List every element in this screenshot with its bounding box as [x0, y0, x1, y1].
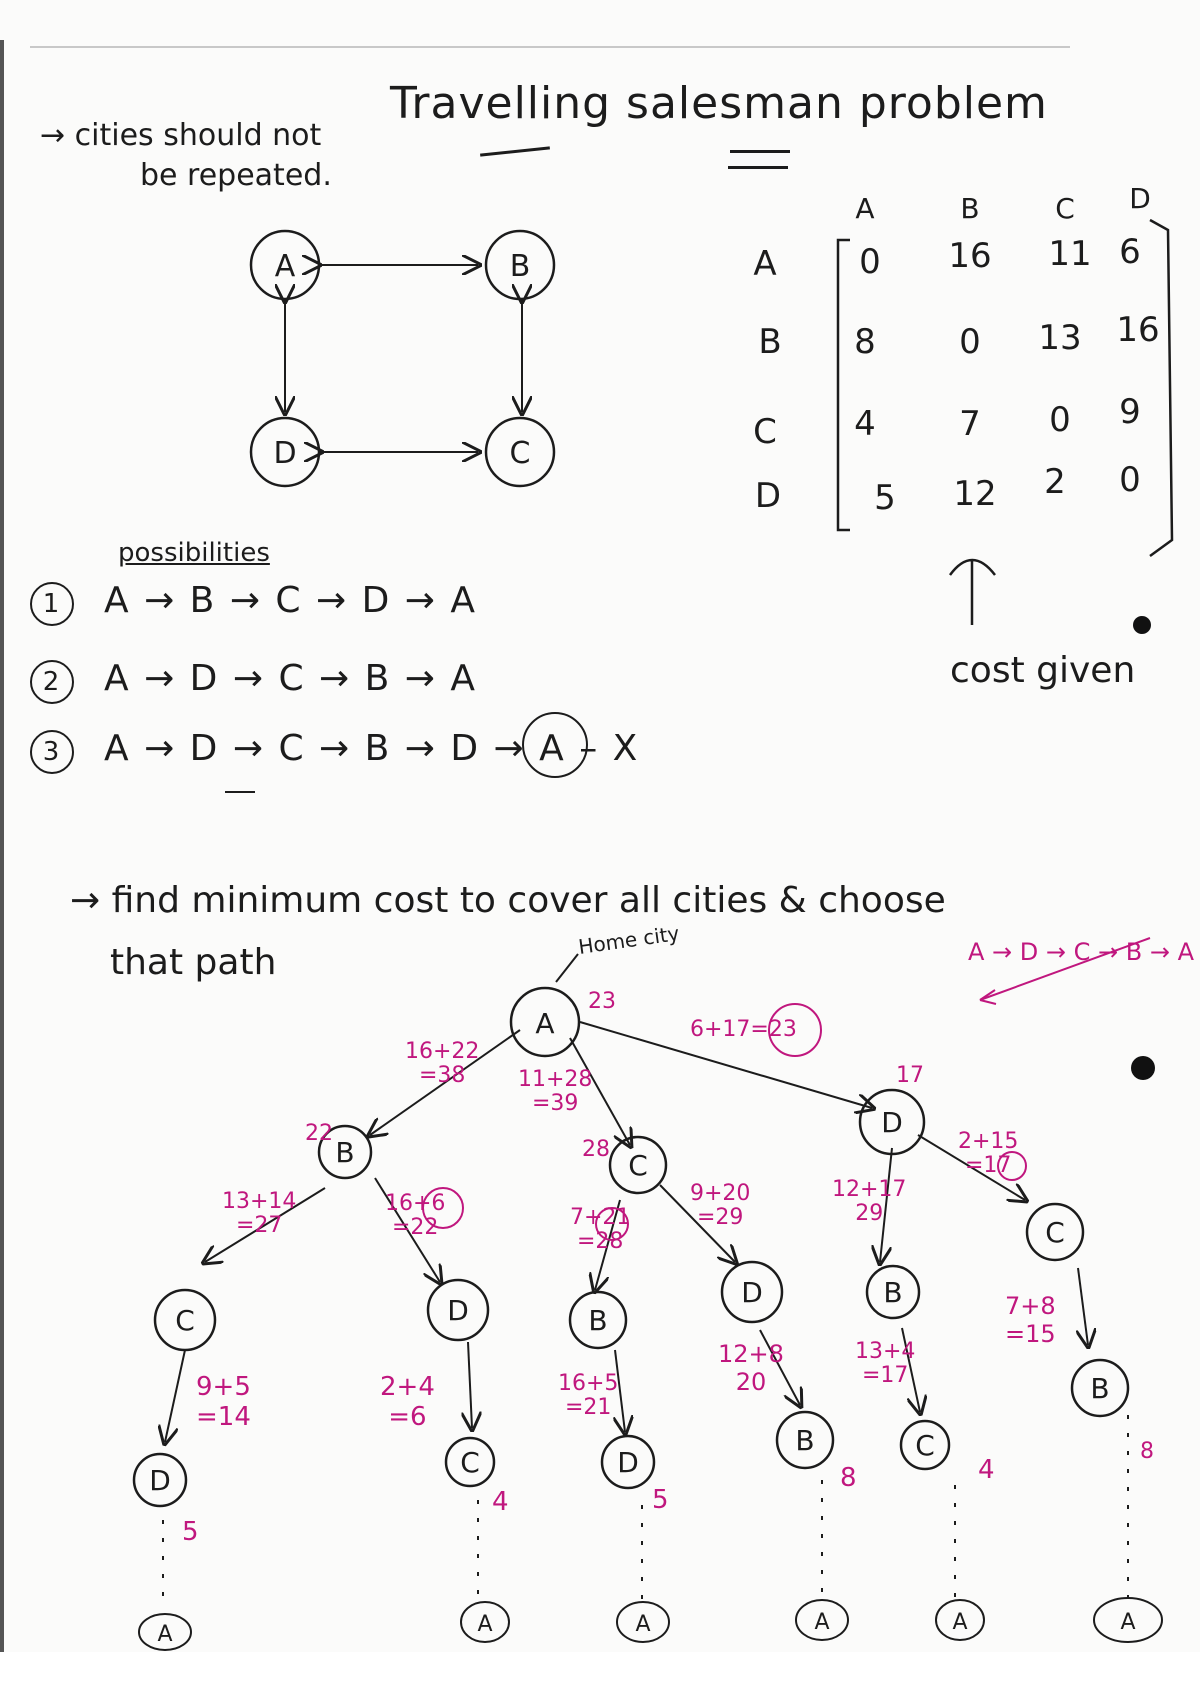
svg-text:B: B — [795, 1424, 815, 1457]
matrix-cell: 13 — [1038, 318, 1082, 358]
page-title: Travelling salesman problem — [390, 78, 1048, 129]
matrix-row-label: C — [753, 412, 777, 452]
svg-text:A: A — [157, 1622, 173, 1647]
edge-cost: 2+4 =6 — [380, 1372, 435, 1432]
edge-cost: 9+5 =14 — [196, 1372, 251, 1432]
matrix-cell: 4 — [854, 404, 876, 444]
edge-cost: 9+20 =29 — [690, 1181, 751, 1230]
hole-punch-dot — [1133, 616, 1151, 634]
edge-cost: 7+8 =15 — [1005, 1292, 1056, 1348]
matrix-col-header: A — [855, 192, 875, 225]
edge-cost: 16+5 =21 — [558, 1371, 619, 1420]
node-cost: 4 — [978, 1455, 995, 1485]
note-line: be repeated. — [140, 158, 332, 193]
matrix-col-header: B — [960, 192, 980, 225]
matrix-cell: 16 — [948, 236, 992, 276]
edge-cost: 6+17=23 — [690, 1017, 797, 1042]
edge-cost: 16+6 =22 — [385, 1191, 446, 1240]
edge-cost: 16+22 =38 — [405, 1039, 480, 1088]
matrix-cell: 12 — [953, 474, 997, 514]
node-cost: 28 — [582, 1137, 610, 1162]
home-city-label: Home city — [576, 921, 681, 959]
edge-cost: 13+4 =17 — [855, 1339, 916, 1388]
edge-cost: 2+15 =17 — [958, 1129, 1019, 1178]
svg-text:A: A — [952, 1610, 968, 1635]
possibility-number: 2 — [30, 660, 74, 704]
svg-text:D: D — [741, 1276, 763, 1309]
note-line: → cities should not — [40, 118, 322, 153]
svg-text:C: C — [175, 1304, 195, 1337]
matrix-col-header: D — [1129, 182, 1151, 215]
edge-cost: 12+17 29 — [832, 1177, 907, 1226]
page-bottom-margin — [0, 1652, 1200, 1696]
graph-node-label: C — [509, 436, 531, 471]
svg-text:B: B — [335, 1136, 355, 1169]
svg-text:B: B — [1090, 1372, 1110, 1405]
graph-node-label: A — [274, 249, 296, 284]
svg-text:B: B — [588, 1304, 608, 1337]
svg-text:C: C — [628, 1149, 648, 1182]
possibility-item — [30, 658, 477, 704]
graph-node-label: B — [509, 249, 531, 284]
possibility-item — [30, 580, 477, 626]
find-instruction: that path — [110, 942, 277, 983]
node-cost: 23 — [588, 989, 616, 1014]
matrix-cell: 16 — [1116, 310, 1160, 350]
svg-text:A: A — [814, 1610, 830, 1635]
svg-text:A: A — [535, 1007, 555, 1040]
possibility-path: A → D → C → B → A — [104, 658, 478, 699]
matrix-row-label: D — [754, 476, 782, 516]
find-instruction: → find minimum cost to cover all cities & choose — [70, 880, 946, 921]
matrix-cell: 2 — [1044, 462, 1066, 502]
possibility-path: A → B → C → D → A — [104, 580, 478, 621]
matrix-bracket-left — [838, 240, 850, 530]
matrix-cell: 5 — [874, 478, 896, 518]
matrix-cell: 11 — [1048, 234, 1092, 274]
edge-cost: 12+8 20 — [718, 1340, 784, 1396]
possibilities-heading: possibilities — [118, 538, 270, 568]
svg-text:C: C — [460, 1446, 480, 1479]
possibility-path: A → D → C → B → D → A – X — [104, 728, 640, 769]
node-cost: 5 — [182, 1517, 199, 1547]
svg-text:A: A — [477, 1612, 493, 1637]
node-cost: 8 — [1140, 1439, 1154, 1464]
node-cost: 22 — [305, 1121, 333, 1146]
matrix-cell: 6 — [1119, 232, 1141, 272]
svg-text:A: A — [635, 1612, 651, 1637]
matrix-cell: 9 — [1119, 392, 1141, 432]
node-cost: 4 — [492, 1487, 509, 1517]
matrix-col-header: C — [1055, 192, 1075, 225]
edge-cost: 13+14 =27 — [222, 1189, 297, 1238]
hole-punch-dot — [1131, 1056, 1155, 1080]
node-cost: 5 — [652, 1485, 669, 1515]
svg-text:D: D — [447, 1294, 469, 1327]
matrix-cell: 7 — [959, 404, 981, 444]
matrix-cell: 0 — [959, 322, 981, 362]
matrix-row-label: B — [758, 322, 782, 362]
chosen-path: A → D → C → B → A — [968, 938, 1195, 966]
possibility-number: 1 — [30, 582, 74, 626]
matrix-cell: 0 — [1049, 400, 1071, 440]
svg-text:A: A — [1120, 1610, 1136, 1635]
matrix-cell: 0 — [859, 242, 881, 282]
svg-text:C: C — [1045, 1216, 1065, 1249]
svg-text:D: D — [881, 1106, 903, 1139]
node-cost: 8 — [840, 1463, 857, 1493]
edge-cost: 11+28 =39 — [518, 1067, 593, 1116]
cost-arrow — [950, 560, 995, 625]
matrix-cell: 8 — [854, 322, 876, 362]
graph-node-label: D — [273, 436, 297, 471]
matrix-cell: 0 — [1119, 460, 1141, 500]
svg-text:B: B — [883, 1276, 903, 1309]
node-cost: 17 — [896, 1063, 924, 1088]
edge-cost: 7+21 =28 — [570, 1205, 631, 1254]
svg-text:C: C — [915, 1429, 935, 1462]
possibility-item — [30, 728, 639, 774]
cost-given-label: cost given — [950, 650, 1136, 691]
matrix-row-label: A — [753, 244, 777, 284]
svg-text:D: D — [149, 1464, 171, 1497]
svg-text:D: D — [617, 1446, 639, 1479]
possibility-number: 3 — [30, 730, 74, 774]
